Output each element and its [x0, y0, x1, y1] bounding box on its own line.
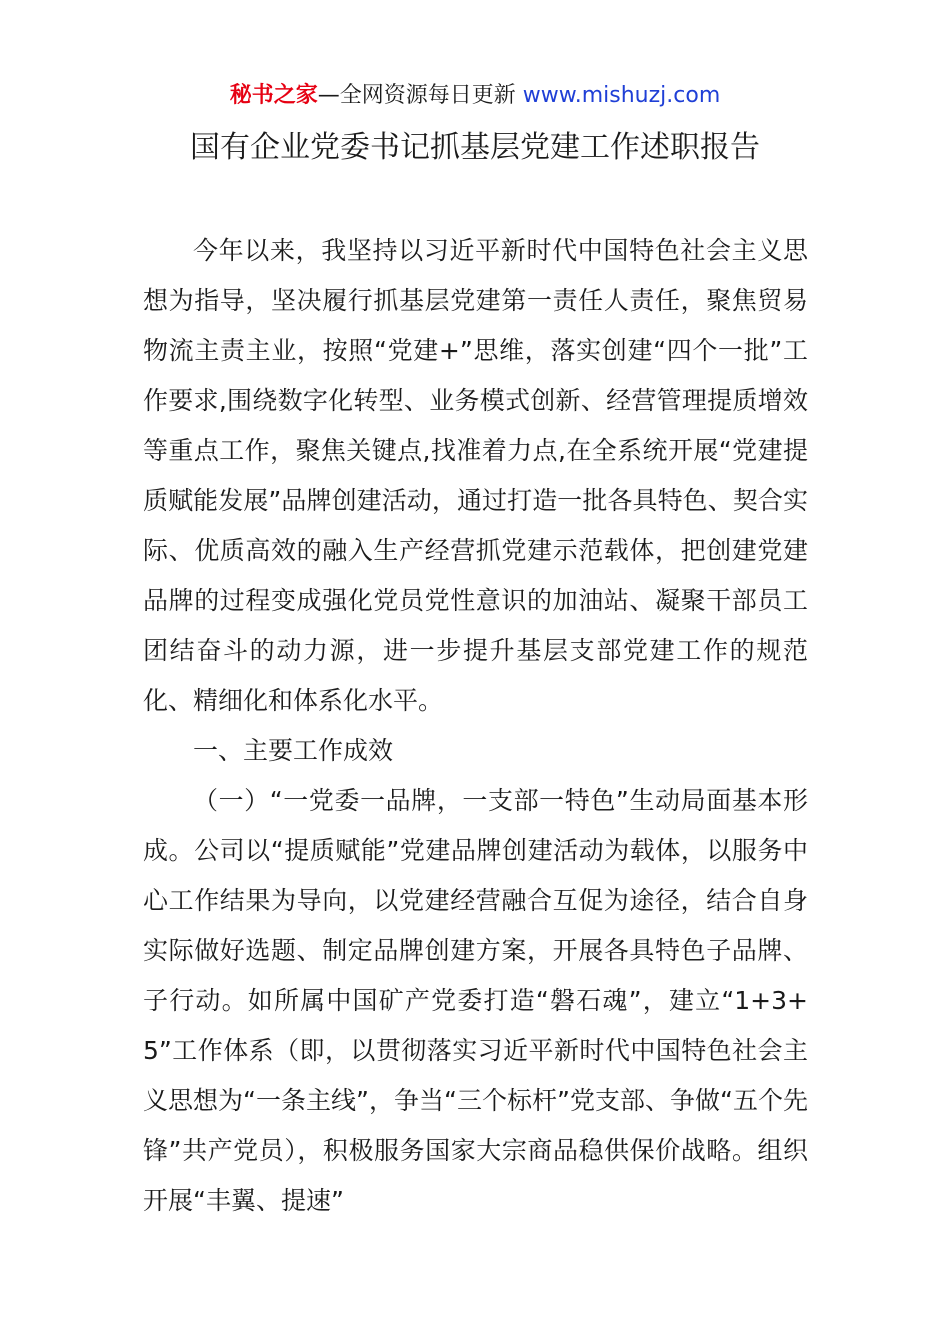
intro-paragraph: 今年以来，我坚持以习近平新时代中国特色社会主义思想为指导，坚决履行抓基层党建第一责任人责任，聚焦贸易物流主责主业，按照“党建+”思维，落实创建“四个一批”工作要求,围绕数字化转型、业务模式创新、经营管理提质增效等重点工作，聚焦关键点,找准着力点,在全系统开展“党建提质赋能发展”品牌创建活动，通过打造一批各具特色、契合实际、优质高效的融入生产经营抓党建示范载体，把创建党建品牌的过程变成强化党员党性意识的加油站、凝聚干部员工团结奋斗的动力源，进一步提升基层支部党建工作的规范化、精细化和体系化水平。 [143, 236, 808, 715]
site-tagline: —全网资源每日更新 [317, 83, 523, 108]
document-body [143, 226, 808, 1226]
body-paragraph: （一）“一党委一品牌，一支部一特色”生动局面基本形成。公司以“提质赋能”党建品牌创建活动为载体，以服务中心工作结果为导向，以党建经营融合互促为途径，结合自身实际做好选题、制定品牌创建方案，开展各具特色子品牌、子行动。如所属中国矿产党委打造“磐石魂”，建立“1+3+5”工作体系（即，以贯彻落实习近平新时代中国特色社会主义思想为“一条主线”，争当“三个标杆”党支部、争做“五个先锋”共产党员），积极服务国家大宗商品稳供保价战略。组织开展“丰翼、提速” [143, 786, 808, 1215]
site-url[interactable]: www.mishuzj.com [522, 83, 721, 108]
site-name: 秘书之家 [229, 83, 318, 108]
site-header [0, 80, 950, 112]
document-title: 国有企业党委书记抓基层党建工作述职报告 [190, 130, 760, 165]
section-heading: 一、主要工作成效 [193, 736, 394, 765]
